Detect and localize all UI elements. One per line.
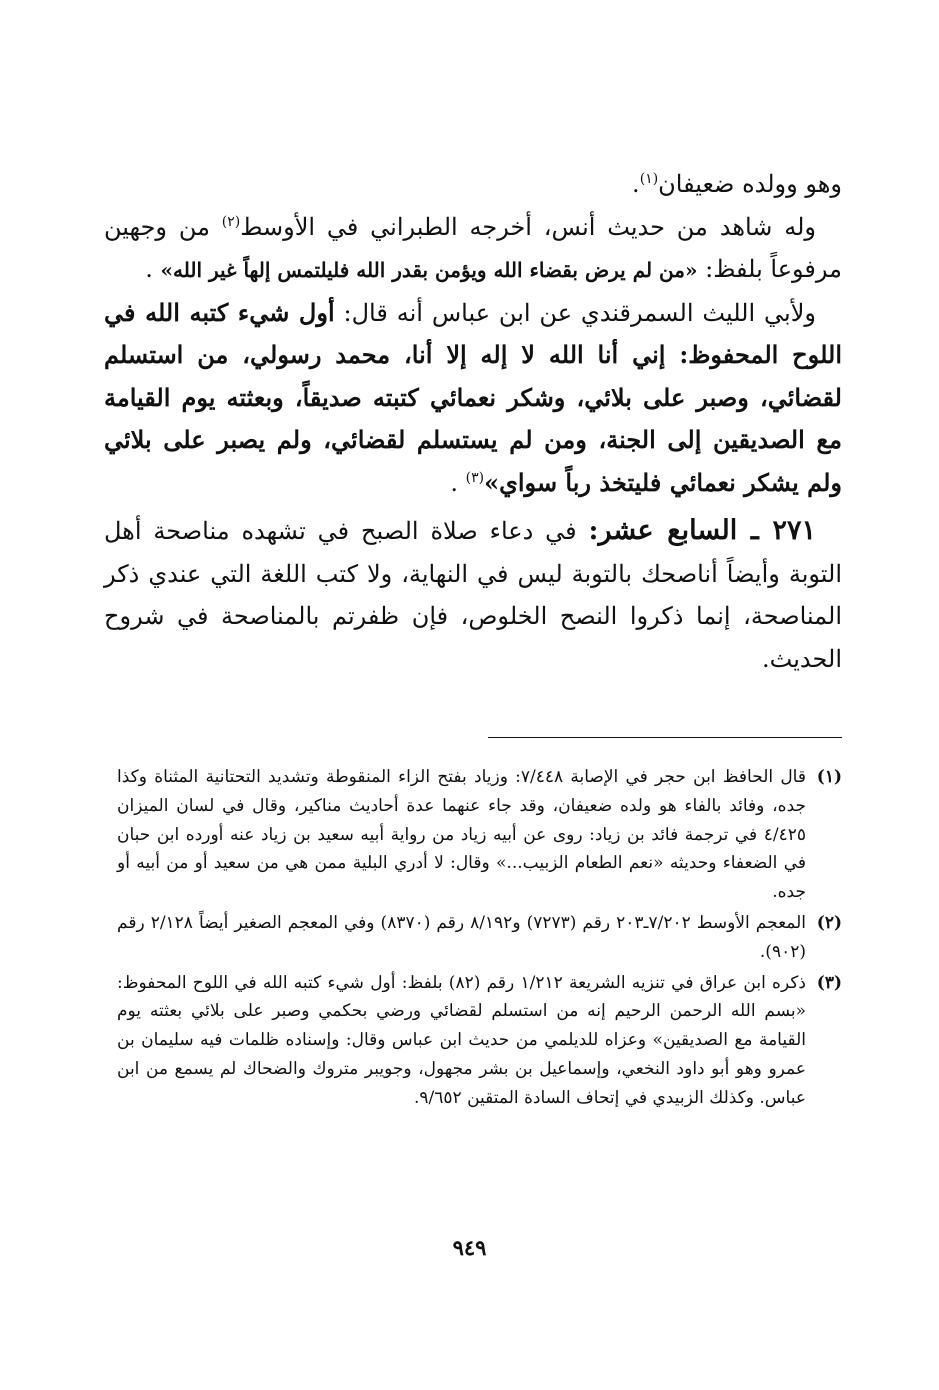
paragraph-2-end: .: [145, 255, 161, 283]
footnote-ref-1: (١): [639, 171, 659, 187]
section-heading: ٢٧١ ـ السابع عشر:: [588, 515, 816, 546]
footnote-text: المعجم الأوسط ٧/٢٠٢ـ٢٠٣ رقم (٧٢٧٣) و٨/١٩٢ رقم (٨٣٧٠) وفي المعجم الصغير أيضاً ٢/١٢٨ رقم (٩٠٢).: [117, 912, 807, 962]
paragraph-2-text-a: وله شاهد من حديث أنس، أخرجه الطبراني في الأوسط: [240, 212, 816, 241]
footnote-2: [117, 909, 842, 967]
paragraph-3-bold-quote: أول شيء كتبه الله في اللوح المحفوظ: إني أنا الله لا إله إلا أنا، محمد رسولي، من استسلم لقضائي، وصبر على بلائي، وشكر نعمائي كتبته صديقاً، وبعثته يوم القيامة مع الصديقين إلى الجنة، ومن لم يستسلم لقضائي، ولم يصبر على بلائي ولم يشكر نعمائي فليتخذ رباً سواي»: [104, 297, 842, 497]
paragraph-3: [104, 292, 842, 505]
page-number: ٩٤٩: [452, 1235, 487, 1260]
footnote-1: [117, 763, 842, 907]
footnote-separator: [488, 737, 842, 738]
footnotes-section: [117, 763, 842, 1115]
paragraph-3-text-a: ولأبي الليث السمرقندي عن ابن عباس أنه قال:: [334, 298, 817, 327]
footnote-number: (٣): [816, 972, 842, 993]
paragraph-2-text-b: من وجهين مرفوعاً بلفظ:: [104, 212, 842, 283]
paragraph-3-end: .: [450, 468, 466, 497]
main-text-body: [104, 163, 842, 680]
hadith-quote: «من لم يرض بقضاء الله ويؤمن بقدر الله فليلتمس إلهاً غير الله»: [160, 258, 698, 282]
footnote-number: (١): [816, 767, 842, 787]
footnote-3: [117, 969, 842, 1113]
paragraph-1-end: .: [632, 170, 640, 198]
footnote-number: (٢): [816, 912, 842, 933]
paragraph-1-text: وهو وولده ضعيفان: [658, 170, 842, 198]
footnote-ref-2: (٢): [221, 213, 241, 230]
paragraph-1: [104, 163, 842, 206]
paragraph-2: [104, 206, 842, 292]
paragraph-4: [104, 510, 842, 680]
footnote-text: قال الحافظ ابن حجر في الإصابة ٧/٤٤٨: وزياد بفتح الزاء المنقوطة وتشديد التحتانية المثناة وكذا جده، وفائد بالفاء هو ولده ضعيفان، وقد جاء عنهما عدة أحاديث مناكير، وقال في لسان الميزان ٤/٤٢٥ في ترجمة فائد بن زياد: روى عن أبيه زياد من رواية أبيه سعيد بن زياد عنه أورده ابن حبان في الضعفاء وحديثه «نعم الطعام الزبيب...» وقال: لا أدري البلية ممن هي من سعيد أو من أبيه أو جده.: [117, 767, 806, 903]
paragraph-4-text: في دعاء صلاة الصبح في تشهده مناصحة أهل التوبة وأيضاً أناصحك بالتوبة ليس في النهاية، ولا كتب اللغة التي عندي ذكر المناصحة، إنما ذكروا النصح الخلوص، فإن ظفرتم بالمناصحة في شروح الحديث.: [104, 517, 842, 673]
footnote-text: ذكره ابن عراق في تنزيه الشريعة ١/٢١٢ رقم (٨٢) بلفظ: أول شيء كتبه الله في اللوح المحفوظ: «بسم الله الرحمن الرحيم إنه من استسلم لقضائي ورضي بحكمي وصبر على بلائي بعثته يوم القيامة مع الصديقين» وعزاه للديلمي من حديث ابن عباس وقال: وإسناده ظلمات فيه سليمان بن عمرو وهو أبو داود النخعي، وإسماعيل بن بشر مجهول، وجويبر متروك والضحاك لم يسمع من ابن عباس. وكذلك الزبيدي في إتحاف السادة المتقين ٩/٦٥٢.: [117, 972, 807, 1108]
footnote-ref-3: (٣): [465, 469, 485, 486]
